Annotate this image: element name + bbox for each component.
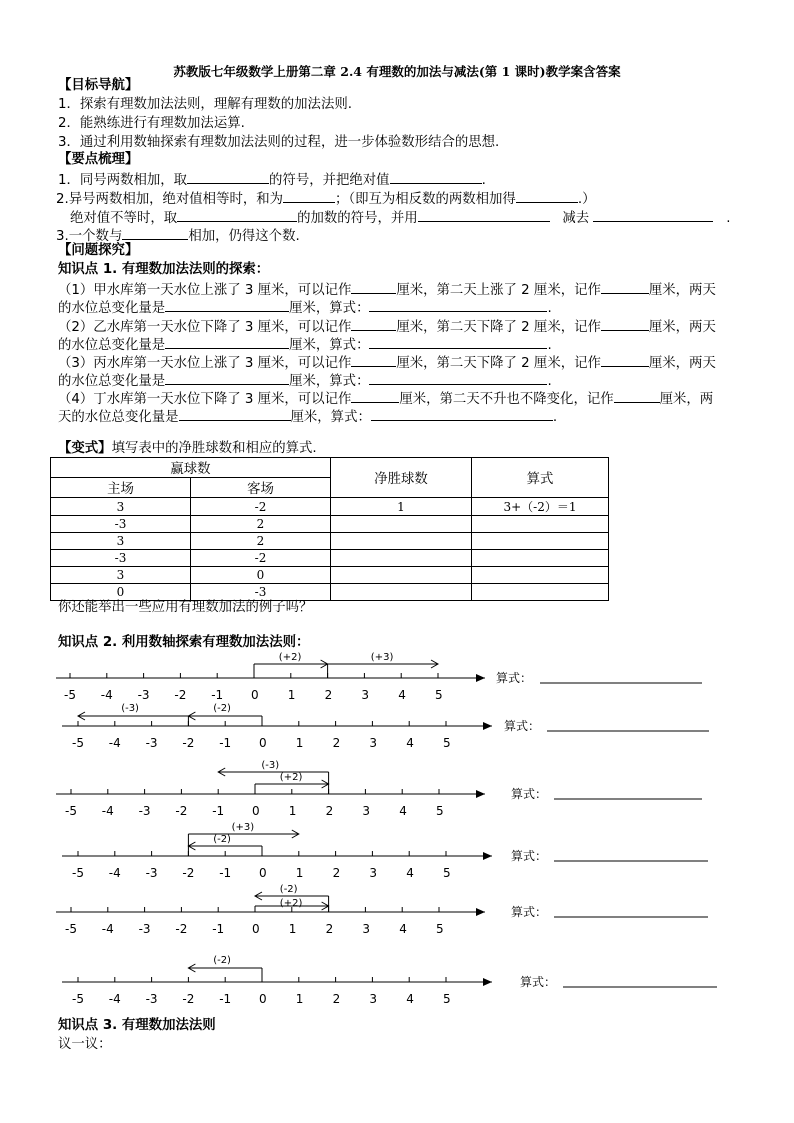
- goal-item-3: 3．通过利用数轴探索有理数加法法则的过程，进一步体验数形结合的思想.: [58, 135, 500, 150]
- tick-label: 5: [436, 922, 444, 936]
- tick-label: 2: [332, 736, 341, 750]
- question-1-line-2: 的水位总变化量是 厘米，算式： .: [58, 298, 552, 317]
- answer-blank[interactable]: [369, 335, 547, 349]
- goal-item-1: 1．探索有理数加法法则，理解有理数的加法法则.: [58, 97, 352, 112]
- goal-item-2: 2．能熟练进行有理数加法运算.: [58, 116, 245, 131]
- cell-formula[interactable]: [472, 516, 609, 533]
- tick-label: -3: [145, 736, 158, 750]
- answer-blank[interactable]: [371, 407, 553, 421]
- answer-blank[interactable]: [122, 226, 188, 240]
- knowledge-point-3: 知识点 3. 有理数加法法则: [58, 1018, 216, 1033]
- tick-label: -2: [175, 804, 188, 816]
- table-row: [51, 533, 609, 550]
- goals-table: [50, 457, 609, 601]
- section-points: 【要点梳理】: [58, 152, 139, 167]
- tick-label: -5: [64, 688, 76, 702]
- tick-label: 0: [259, 866, 267, 880]
- cell-net[interactable]: [331, 516, 472, 533]
- tick-label: 4: [398, 688, 406, 702]
- document-title: 苏教版七年级数学上册第二章 2.4 有理数的加法与减法(第 1 课时)教学案含答案: [173, 64, 621, 79]
- cell-net[interactable]: [331, 550, 472, 567]
- tick-label: -1: [219, 736, 232, 750]
- question-2-line-2: 的水位总变化量是 厘米，算式： .: [58, 335, 552, 354]
- formula-label: 算式：: [520, 975, 557, 989]
- tick-label: 3: [369, 736, 378, 750]
- tick-label: 0: [251, 688, 259, 702]
- tick-label: -5: [65, 804, 77, 816]
- movement-arrow: [218, 760, 328, 794]
- axis-arrow-icon: [476, 908, 485, 916]
- tick-label: -2: [174, 688, 187, 702]
- cell-home: 3: [51, 498, 191, 516]
- table-row: [51, 584, 609, 601]
- axis-arrow-icon: [483, 852, 492, 860]
- answer-blank[interactable]: [351, 353, 396, 367]
- formula-label: 算式：: [496, 671, 533, 685]
- point-3: 3.一个数与 相加，仍得这个数.: [56, 226, 300, 245]
- tick-label: 1: [295, 866, 304, 880]
- tick-label: 5: [435, 688, 443, 702]
- tick-label: 3: [361, 688, 370, 702]
- cell-net[interactable]: [331, 567, 472, 584]
- answer-blank[interactable]: [516, 189, 578, 203]
- answer-blank[interactable]: [369, 371, 547, 385]
- arrow-label: (+3): [231, 822, 255, 833]
- tick-label: 3: [362, 804, 371, 816]
- tick-label: 5: [443, 992, 451, 1006]
- cell-away: 2: [191, 516, 331, 533]
- cell-home: 3: [51, 533, 191, 550]
- header-home: 主场: [51, 478, 191, 498]
- tick-label: -5: [72, 992, 84, 1006]
- tick-label: -3: [137, 688, 150, 702]
- axis-arrow-icon: [476, 790, 485, 798]
- tick-label: -3: [138, 922, 151, 936]
- tick-label: 2: [324, 688, 333, 702]
- arrow-label: (-3): [261, 760, 280, 771]
- cell-formula[interactable]: 3+（-2）＝1: [472, 498, 609, 516]
- tick-label: 2: [325, 922, 334, 936]
- tick-label: 2: [332, 992, 341, 1006]
- tick-label: 4: [399, 804, 407, 816]
- tick-label: 3: [362, 922, 371, 936]
- number-line: [0, 952, 794, 1008]
- tick-label: -5: [72, 866, 84, 880]
- cell-formula[interactable]: [472, 533, 609, 550]
- question-4-line-2: 天的水位总变化量是 厘米，算式： .: [58, 407, 557, 426]
- arrow-label: (+2): [278, 652, 302, 663]
- discuss-label: 议一议：: [58, 1037, 112, 1052]
- arrow-label: (-2): [279, 884, 298, 895]
- tick-label: 4: [406, 866, 414, 880]
- cell-home: -3: [51, 550, 191, 567]
- point-1: 1．同号两数相加，取 的符号，并把绝对值 .: [58, 170, 486, 189]
- point-2: 2.异号两数相加，绝对值相等时，和为 ；（即互为相反数的两数相加得 .）: [56, 189, 595, 208]
- tick-label: 4: [406, 736, 414, 750]
- cell-away: 2: [191, 533, 331, 550]
- tick-label: 2: [325, 804, 334, 816]
- cell-away: -2: [191, 498, 331, 516]
- tick-label: 0: [252, 804, 260, 816]
- cell-net[interactable]: 1: [331, 498, 472, 516]
- question-3-line-2: 的水位总变化量是 厘米，算式： .: [58, 371, 552, 390]
- axis-arrow-icon: [483, 722, 492, 730]
- question-4-line-1: （4）丁水库第一天水位下降了 3 厘米，可以记作 厘米，第二天不升也不降变化，记作 厘米，两: [58, 389, 713, 408]
- formula-label: 算式：: [511, 787, 548, 801]
- answer-blank[interactable]: [165, 298, 289, 312]
- cell-net[interactable]: [331, 533, 472, 550]
- answer-blank[interactable]: [593, 208, 713, 222]
- number-line: [0, 760, 794, 816]
- tick-label: 1: [295, 736, 304, 750]
- tick-label: 3: [369, 866, 378, 880]
- axis-arrow-icon: [483, 978, 492, 986]
- tick-label: 1: [287, 688, 296, 702]
- answer-blank[interactable]: [351, 280, 396, 294]
- question-1-line-1: （1）甲水库第一天水位上涨了 3 厘米，可以记作 厘米，第二天上涨了 2 厘米，记作 厘米，两天: [58, 280, 716, 299]
- tick-label: 4: [399, 922, 407, 936]
- arrow-label: (-2): [213, 834, 231, 845]
- answer-blank[interactable]: [351, 389, 399, 403]
- cell-away: -2: [191, 550, 331, 567]
- arrow-label: (+2): [279, 898, 303, 909]
- tick-label: -4: [100, 688, 113, 702]
- knowledge-point-1: 知识点 1. 有理数加法法则的探索：: [58, 262, 270, 277]
- tick-label: -4: [108, 992, 121, 1006]
- cell-home: 0: [51, 584, 191, 601]
- tick-label: -1: [212, 922, 225, 936]
- tick-label: -2: [175, 922, 188, 936]
- answer-blank[interactable]: [165, 335, 289, 349]
- answer-blank[interactable]: [177, 208, 297, 222]
- point-2b: 绝对值不等时，取 的加数的符号，并用 减去 .: [70, 208, 731, 227]
- arrow-label: (+3): [370, 652, 394, 663]
- formula-label: 算式：: [504, 719, 541, 733]
- tick-label: 1: [288, 804, 297, 816]
- axis-arrow-icon: [476, 674, 485, 682]
- tick-label: -3: [138, 804, 151, 816]
- header-formula: 算式: [472, 458, 609, 498]
- cell-formula[interactable]: [472, 550, 609, 567]
- movement-arrow: [328, 652, 438, 678]
- tick-label: -1: [211, 688, 224, 702]
- tick-label: -2: [182, 866, 195, 880]
- cell-away: 0: [191, 567, 331, 584]
- variant-heading: 【变式】填写表中的净胜球数和相应的算式.: [58, 441, 317, 456]
- cell-home: -3: [51, 516, 191, 533]
- formula-label: 算式：: [511, 905, 548, 919]
- answer-blank[interactable]: [601, 280, 649, 294]
- answer-blank[interactable]: [351, 317, 396, 331]
- header-net: 净胜球数: [331, 458, 472, 498]
- answer-blank[interactable]: [614, 389, 660, 403]
- movement-arrow: [188, 822, 298, 856]
- tick-label: 5: [443, 736, 451, 750]
- tick-label: -2: [182, 736, 195, 750]
- section-goals: 【目标导航】: [58, 78, 139, 93]
- tick-label: 3: [369, 992, 378, 1006]
- tick-label: 0: [259, 736, 267, 750]
- table-row: [51, 550, 609, 567]
- tick-label: 5: [443, 866, 451, 880]
- example-question: 你还能举出一些应用有理数加法的例子吗？: [58, 600, 313, 615]
- answer-blank[interactable]: [165, 371, 289, 385]
- tick-label: -5: [72, 736, 84, 750]
- tick-label: -4: [101, 804, 114, 816]
- movement-arrow: [78, 703, 188, 726]
- header-goals: 赢球数: [51, 458, 331, 478]
- header-away: 客场: [191, 478, 331, 498]
- table-row: [51, 567, 609, 584]
- cell-home: 3: [51, 567, 191, 584]
- table-row: [51, 498, 609, 516]
- tick-label: -1: [219, 866, 232, 880]
- tick-label: 5: [436, 804, 444, 816]
- arrow-label: (-3): [121, 703, 139, 714]
- question-2-line-1: （2）乙水库第一天水位下降了 3 厘米，可以记作 厘米，第二天下降了 2 厘米，记作 厘米，两天: [58, 317, 716, 336]
- tick-label: -3: [145, 866, 158, 880]
- answer-blank[interactable]: [369, 298, 547, 312]
- tick-label: -1: [219, 992, 232, 1006]
- answer-blank[interactable]: [601, 317, 649, 331]
- section-explore: 【问题探究】: [58, 243, 139, 258]
- tick-label: 2: [332, 866, 341, 880]
- tick-label: -5: [65, 922, 77, 936]
- tick-label: -4: [108, 866, 121, 880]
- arrow-label: (-2): [213, 703, 231, 714]
- answer-blank[interactable]: [390, 170, 482, 184]
- tick-label: -4: [108, 736, 121, 750]
- number-line: [0, 700, 794, 756]
- answer-blank[interactable]: [283, 189, 335, 203]
- table-row: [51, 516, 609, 533]
- cell-formula[interactable]: [472, 567, 609, 584]
- formula-label: 算式：: [511, 849, 548, 863]
- tick-label: -1: [212, 804, 225, 816]
- cell-net[interactable]: [331, 584, 472, 601]
- tick-label: 1: [288, 922, 297, 936]
- answer-blank[interactable]: [418, 208, 550, 222]
- tick-label: 4: [406, 992, 414, 1006]
- tick-label: -3: [145, 992, 158, 1006]
- number-line: [0, 822, 794, 882]
- tick-label: -2: [182, 992, 195, 1006]
- number-line: [0, 882, 794, 942]
- tick-label: 0: [259, 992, 267, 1006]
- arrow-label: (-2): [213, 955, 231, 966]
- arrow-label: (+2): [279, 772, 303, 783]
- cell-formula[interactable]: [472, 584, 609, 601]
- answer-blank[interactable]: [179, 407, 291, 421]
- answer-blank[interactable]: [601, 353, 649, 367]
- question-3-line-1: （3）丙水库第一天水位上涨了 3 厘米，可以记作 厘米，第二天下降了 2 厘米，记作 厘米，两天: [58, 353, 716, 372]
- tick-label: -4: [101, 922, 114, 936]
- cell-away: -3: [191, 584, 331, 601]
- knowledge-point-2: 知识点 2. 利用数轴探索有理数加法法则：: [58, 635, 310, 650]
- tick-label: 0: [252, 922, 260, 936]
- answer-blank[interactable]: [187, 170, 269, 184]
- tick-label: 1: [295, 992, 304, 1006]
